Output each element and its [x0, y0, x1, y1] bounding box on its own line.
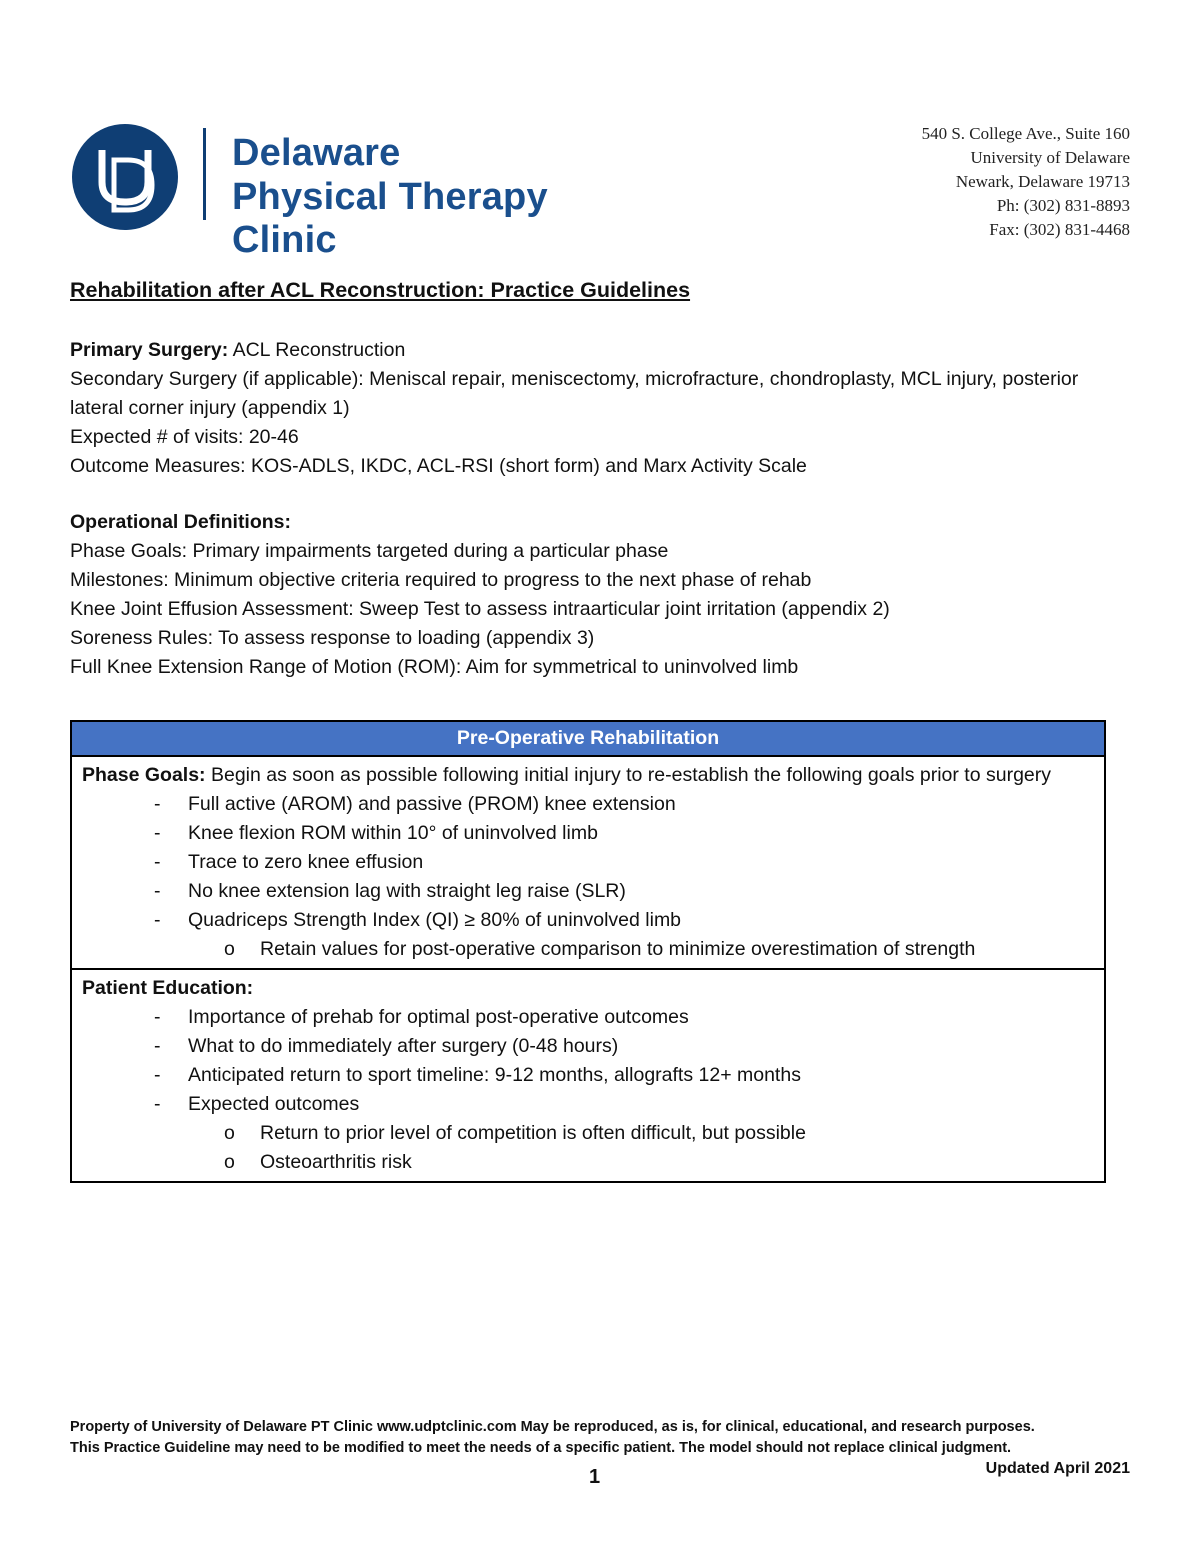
- logo-line-delaware: Delaware: [232, 132, 401, 174]
- address-institution: University of Delaware: [970, 148, 1130, 167]
- sub-list-item: o Osteoarthritis risk: [82, 1148, 1094, 1177]
- updated-date: Updated April 2021: [985, 1460, 1130, 1477]
- definition-item: Full Knee Extension Range of Motion (ROM): Aim for symmetrical to uninvolved limb: [70, 656, 799, 678]
- phase-goals-label: Phase Goals:: [82, 764, 206, 786]
- patient-education-cell: [72, 968, 1104, 1181]
- phase-goals-intro: [82, 761, 1094, 790]
- document-title: Rehabilitation after ACL Reconstruction: Practice Guidelines: [70, 278, 691, 302]
- operational-definitions: [70, 508, 1130, 682]
- footer-line-disclaimer: This Practice Guideline may need to be modified to meet the needs of a specific patient. The model should not replace clinical judgment.: [70, 1440, 1012, 1456]
- sub-list-item: o Retain values for post-operative comparison to minimize overestimation of strength: [82, 935, 1094, 964]
- primary-surgery-value: ACL Reconstruction: [228, 339, 406, 361]
- ud-seal-icon: [72, 124, 178, 230]
- secondary-surgery: Secondary Surgery (if applicable): Meniscal repair, meniscectomy, microfracture, chondroplasty, MCL injury, posterior lateral corner injury (appendix 1): [70, 368, 1079, 419]
- list-item: - Anticipated return to sport timeline: 9-12 months, allografts 12+ months: [82, 1061, 1094, 1090]
- list-item: - Trace to zero knee effusion: [82, 848, 1094, 877]
- phase-goals-cell: [72, 757, 1104, 968]
- definition-item: Knee Joint Effusion Assessment: Sweep Test to assess intraarticular joint irritation (appendix 2): [70, 598, 890, 620]
- clinic-logo: [70, 122, 650, 261]
- page-number: 1: [589, 1466, 601, 1488]
- primary-surgery-label: Primary Surgery:: [70, 339, 229, 361]
- address-phone: Ph: (302) 831-8893: [996, 196, 1130, 215]
- operational-heading: Operational Definitions:: [70, 511, 292, 533]
- surgery-info: [70, 336, 1130, 481]
- sub-list-item: o Return to prior level of competition is often difficult, but possible: [82, 1119, 1094, 1148]
- footer-notice: [70, 1417, 1130, 1459]
- list-item: - Expected outcomes: [82, 1090, 1094, 1119]
- address-street: 540 S. College Ave., Suite 160: [921, 124, 1130, 143]
- phase-goals-text: Begin as soon as possible following initial injury to re-establish the following goals prior to surgery: [205, 764, 1052, 786]
- expected-visits: Expected # of visits: 20-46: [70, 426, 299, 448]
- pre-operative-table: [70, 720, 1106, 1183]
- address-city: Newark, Delaware 19713: [955, 172, 1130, 191]
- footer-line-property: Property of University of Delaware PT Clinic www.udptclinic.com May be reproduced, as is, for clinical, educational, and research purposes.: [70, 1419, 1035, 1435]
- clinic-address: [922, 122, 1130, 242]
- patient-education-label: Patient Education:: [82, 977, 254, 999]
- address-fax: Fax: (302) 831-4468: [989, 220, 1130, 239]
- list-item: - Full active (AROM) and passive (PROM) knee extension: [82, 790, 1094, 819]
- logo-line-clinic: Physical Therapy Clinic: [232, 176, 548, 261]
- definition-item: Soreness Rules: To assess response to loading (appendix 3): [70, 627, 595, 649]
- list-item: - What to do immediately after surgery (0-48 hours): [82, 1032, 1094, 1061]
- list-item: - No knee extension lag with straight leg raise (SLR): [82, 877, 1094, 906]
- table-header: Pre-Operative Rehabilitation: [72, 722, 1104, 757]
- ud-monogram-icon: [72, 124, 178, 230]
- primary-surgery: [70, 336, 1130, 365]
- list-item: - Knee flexion ROM within 10° of uninvolved limb: [82, 819, 1094, 848]
- definition-item: Milestones: Minimum objective criteria required to progress to the next phase of rehab: [70, 569, 812, 591]
- definition-item: Phase Goals: Primary impairments targeted during a particular phase: [70, 540, 669, 562]
- list-item: - Quadriceps Strength Index (QI) ≥ 80% of uninvolved limb: [82, 906, 1094, 935]
- logo-divider: [203, 128, 206, 220]
- outcome-measures: Outcome Measures: KOS-ADLS, IKDC, ACL-RSI (short form) and Marx Activity Scale: [70, 455, 807, 477]
- list-item: - Importance of prehab for optimal post-operative outcomes: [82, 1003, 1094, 1032]
